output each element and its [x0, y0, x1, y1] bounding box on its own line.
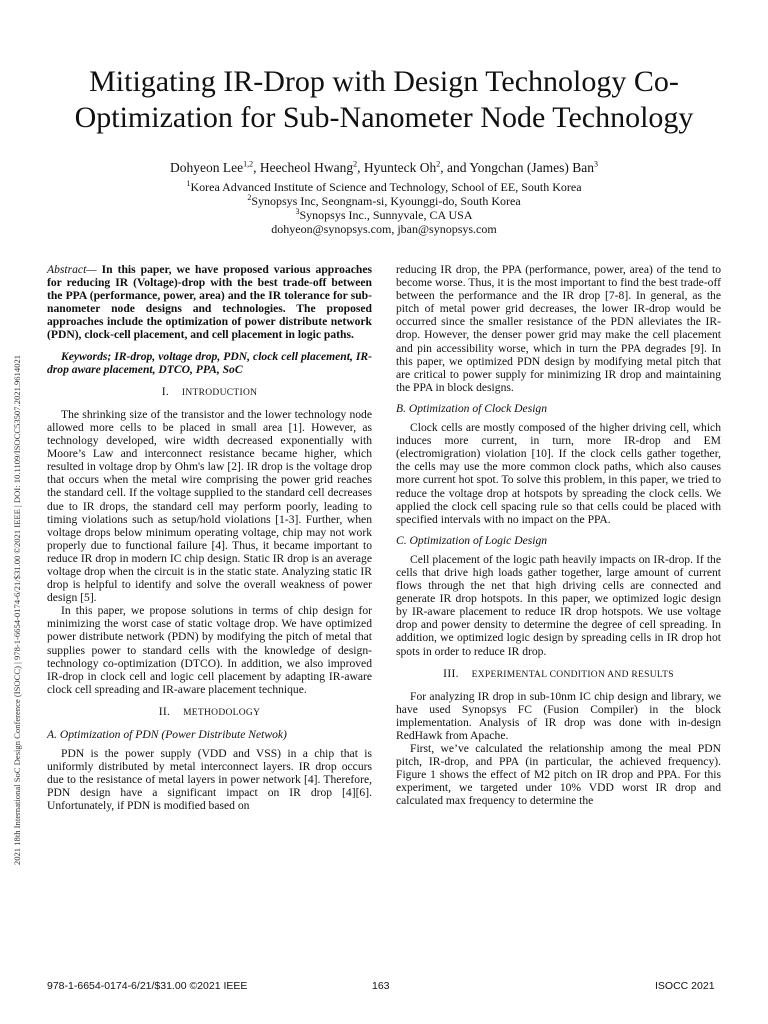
section-heading-3 — [396, 667, 721, 682]
sec3-title: EXPERIMENTAL CONDITION AND RESULTS — [471, 669, 674, 680]
section-heading-1 — [47, 385, 372, 400]
keywords — [47, 350, 372, 376]
subsection-heading-b: B. Optimization of Clock Design — [396, 401, 548, 415]
sec2-num: II. — [158, 704, 171, 718]
experiment-paragraph-2: First, we’ve calculated the relationship among the meal PDN pitch, IR-drop, and PPA (in particular, the achieved frequency). Figure 1 shows the effect of M2 pitch on IR drop and PPA. For this experiment, we targeted under 10% VDD worst IR drop and calculated max frequency to determine the — [396, 742, 721, 808]
paper-title: Mitigating IR-Drop with Design Technology Co-Optimization for Sub-Nanometer Node Technology — [74, 65, 694, 134]
doi-sidebar — [10, 220, 24, 1000]
author-2-sup: 2 — [353, 159, 358, 169]
author-4: , and Yongchan (James) Ban — [440, 160, 595, 175]
affil-2-sup: 2 — [247, 193, 252, 202]
abstract-text: In this paper, we have proposed various approaches for reducing IR (Voltage)-drop with the best trade-off between the PPA (performance, power, area) and the IR tolerance for sub-nanometer node designs and technologies. The proposed approaches include the optimization of power distribute network (PDN), clock-cell placement, and cell placement in logic paths. — [47, 263, 372, 342]
experiment-paragraph-1: For analyzing IR drop in sub-10nm IC chip design and library, we have used Synopsys FC (Fusion Compiler) in the block implementation. Analysis of IR drop was done with in-design RedHawk from Apache. — [396, 689, 721, 742]
intro-paragraph-2: In this paper, we propose solutions in terms of chip design for minimizing the worst case of static voltage drop. We have optimized power distribute network (PDN) by modifying the pitch of metal that supplies power to standard cells with the knowledge of design-technology co-optimization (DTCO). In addition, we also improved IR-drop in clock cell and logic cell placement by adapting IR-aware clock cell spreading and IR-aware placement technique. — [47, 604, 372, 696]
author-1: Dohyeon Lee — [169, 160, 244, 175]
author-list — [40, 160, 728, 176]
abstract-label: Abstract— — [47, 263, 97, 276]
affil-1-sup: 1 — [186, 179, 191, 188]
author-3-sup: 2 — [436, 159, 441, 169]
author-4-sup: 3 — [594, 159, 599, 169]
subsection-heading-c: C. Optimization of Logic Design — [396, 533, 548, 547]
sec1-num: I. — [161, 384, 170, 398]
pdn-paragraph: PDN is the power supply (VDD and VSS) in a chip that is uniformly distributed by metal interconnect layers. IR drop occurs due to the resistance of metal layers in power network [4]. Therefore, PDN design have a significant impact on IR drop [4][6]. Unfortunately, if PDN is modified based on — [47, 747, 372, 813]
affiliation-2 — [40, 194, 728, 208]
author-emails: dohyeon@synopsys.com, jban@synopsys.com — [271, 222, 497, 236]
section-heading-2 — [47, 705, 372, 720]
footer-left: 978-1-6654-0174-6/21/$31.00 ©2021 IEEE — [47, 980, 248, 992]
intro-paragraph-1: The shrinking size of the transistor and the lower technology node allowed more cells to be placed in small area [1]. However, as technology developed, wire width decreased exponentially with Moore’s Law and interconnect resistance became higher, which resulted in voltage drop by Ohm's law [2]. IR drop is the voltage drop that occurs when the metal wire comprising the power grid reaches the standard cell. If the voltage supplied to the standard cell decreases due to IR drops, the standard cell may perform poorly, leading to timing violations such as setup/hold violations [1-3]. Further, when voltage drops below minimum operating voltage, chip may not work properly due to functional failure [4]. Thus, it became important to reduce IR drop in modern IC chip design. Static IR drop is an average voltage drop when the circuit is in the static state. Analyzing static IR drop is helpful to identify and solve the overall weakness of power design [5]. — [47, 407, 372, 605]
affiliation-3 — [40, 208, 728, 222]
clock-paragraph: Clock cells are mostly composed of the higher driving cell, which induces more current, in turn, more IR-drop and EM (electromigration) violation [10]. If the clock cells gather together, the cells may use the more common clock paths, which also causes more current hot spot. To solve this problem, in this paper, we tried to reduce the voltage drop at hotspots by spreading the clock cells. We applied the clock cell spacing rule so that cells could be placed with specified intervals with no impact on the PPA. — [396, 421, 721, 526]
abstract — [47, 263, 372, 342]
subsection-heading-a: A. Optimization of PDN (Power Distribute Netwok) — [47, 728, 287, 741]
right-column — [396, 263, 721, 808]
author-2: , Heecheol Hwang — [253, 160, 354, 175]
author-1-sup: 1,2 — [243, 159, 254, 169]
affil-1-text: Korea Advanced Institute of Science and Technology, School of EE, South Korea — [190, 180, 582, 194]
affil-2-text: Synopsys Inc, Seongnam-si, Kyounggi-do, South Korea — [251, 194, 521, 208]
keywords-text: Keywords; IR-drop, voltage drop, PDN, clock cell placement, IR-drop aware placement, DTCO, PPA, SoC — [47, 349, 372, 376]
page-number: 163 — [372, 980, 390, 992]
sec1-title: INTRODUCTION — [181, 387, 258, 398]
affiliation-1 — [40, 180, 728, 194]
affil-3-text: Synopsys Inc., Sunnyvale, CA USA — [299, 208, 473, 222]
left-column — [47, 263, 372, 813]
logic-paragraph: Cell placement of the logic path heavily impacts on IR-drop. If the cells that drive high loads gather together, large amount of current flows through the net that high driving cells are connected and generate IR drop hotspots. In this paper, we optimized logic design by IR-aware placement to reduce IR drop hotspots. We use voltage drop and power density to determine the degree of cell spreading. In addition, we optimized logic design by spreading cells in IR drop hot spots in order to reduce IR drop. — [396, 552, 721, 658]
continued-paragraph: reducing IR drop, the PPA (performance, power, area) of the tend to become worse. Thus, it is the most important to find the best trade-off between the performance and the IR drop [7-8]. In general, as the pitch of metal power grid decreases, the lower IR-drop would be occurred since the smaller resistance of the PDN alleviates the IR-drop. However, the denser power grid may make the cell placement and pin accessibility worse, which in turn the PPA degrades [9]. In this paper, we optimized PDN design by modifying metal pitch that are critical to power supply for minimizing IR drop and maintaining the PPA in block designs. — [396, 263, 721, 394]
doi-sidebar-text: 2021 18th International SoC Design Conference (ISOCC) | 978-1-6654-0174-6/21/$31.00 ©2021 IEEE | DOI: 10.1109/ISOCC53507.2021.9614021 — [12, 354, 22, 866]
sec3-num: III. — [443, 666, 459, 680]
sec2-title: METHODOLOGY — [183, 707, 261, 718]
footer-right: ISOCC 2021 — [655, 980, 715, 992]
affil-3-sup: 3 — [295, 207, 300, 216]
author-3: , Hyunteck Oh — [357, 160, 437, 175]
